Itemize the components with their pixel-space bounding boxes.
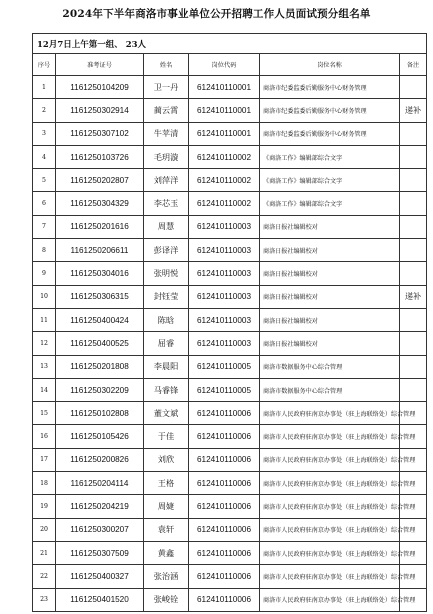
post-code: 612410110003 (189, 239, 260, 262)
note (400, 355, 427, 378)
post-code: 612410110006 (189, 588, 260, 611)
page-title: 2024年下半年商洛市事业单位公开招聘工作人员面试预分组名单 (62, 8, 371, 20)
table-row (33, 215, 427, 238)
post-code: 612410110001 (189, 99, 260, 122)
post-name: 商洛日报社编辑校对 (260, 239, 400, 262)
note (400, 145, 427, 168)
candidate-name: 屈睿 (144, 332, 189, 355)
post-name: 商洛市纪委监委后勤服务中心财务管理 (260, 99, 400, 122)
exam-id: 1161250201808 (56, 355, 144, 378)
post-name: 《商洛工作》编辑部综合文字 (260, 192, 400, 215)
table-row (33, 239, 427, 262)
exam-id: 1161250400424 (56, 308, 144, 331)
row-no: 5 (33, 169, 56, 192)
post-code: 612410110001 (189, 122, 260, 145)
candidate-name: 袁轩 (144, 518, 189, 541)
table-row (33, 472, 427, 495)
exam-id: 1161250302209 (56, 378, 144, 401)
table-row (33, 565, 427, 588)
table-row (33, 588, 427, 611)
exam-id: 1161250302914 (56, 99, 144, 122)
note (400, 76, 427, 99)
post-code: 612410110003 (189, 285, 260, 308)
row-no: 16 (33, 425, 56, 448)
post-code: 612410110006 (189, 472, 260, 495)
note (400, 308, 427, 331)
exam-id: 1161250401520 (56, 588, 144, 611)
row-no: 6 (33, 192, 56, 215)
exam-id: 1161250306315 (56, 285, 144, 308)
exam-id: 1161250200826 (56, 448, 144, 471)
table-row (33, 285, 427, 308)
exam-id: 1161250400327 (56, 565, 144, 588)
candidate-name: 李芯玉 (144, 192, 189, 215)
candidate-name: 卫一丹 (144, 76, 189, 99)
table-row (33, 448, 427, 471)
post-code: 612410110001 (189, 76, 260, 99)
post-code: 612410110003 (189, 215, 260, 238)
group-label: 12月7日上午第一组、 23人 (33, 34, 427, 54)
table-row (33, 308, 427, 331)
header-post-name: 岗位名称 (260, 54, 400, 76)
note: 递补 (400, 99, 427, 122)
post-code: 612410110002 (189, 192, 260, 215)
post-name: 《商洛工作》编辑部综合文字 (260, 169, 400, 192)
exam-id: 1161250304016 (56, 262, 144, 285)
row-no: 11 (33, 308, 56, 331)
post-name: 商洛日报社编辑校对 (260, 262, 400, 285)
post-name: 商洛日报社编辑校对 (260, 308, 400, 331)
post-code: 612410110006 (189, 518, 260, 541)
table-row (33, 425, 427, 448)
exam-id: 1161250304329 (56, 192, 144, 215)
row-no: 9 (33, 262, 56, 285)
post-name: 商洛市数据服务中心综合管理 (260, 378, 400, 401)
note (400, 239, 427, 262)
exam-id: 1161250202807 (56, 169, 144, 192)
post-name: 《商洛工作》编辑部综合文字 (260, 145, 400, 168)
post-name: 商洛市纪委监委后勤服务中心财务管理 (260, 76, 400, 99)
table-row (33, 192, 427, 215)
row-no: 21 (33, 541, 56, 564)
candidate-name: 毛玥漩 (144, 145, 189, 168)
table-row (33, 99, 427, 122)
exam-id: 1161250307102 (56, 122, 144, 145)
row-no: 15 (33, 402, 56, 425)
note (400, 215, 427, 238)
table-row (33, 402, 427, 425)
candidate-name: 王格 (144, 472, 189, 495)
row-no: 18 (33, 472, 56, 495)
post-name: 商洛市纪委监委后勤服务中心财务管理 (260, 122, 400, 145)
exam-id: 1161250300207 (56, 518, 144, 541)
exam-id: 1161250204219 (56, 495, 144, 518)
row-no: 10 (33, 285, 56, 308)
row-no: 19 (33, 495, 56, 518)
candidate-name: 李晨阳 (144, 355, 189, 378)
row-no: 8 (33, 239, 56, 262)
exam-id: 1161250201616 (56, 215, 144, 238)
exam-id: 1161250400525 (56, 332, 144, 355)
roster-table (32, 33, 427, 612)
note (400, 192, 427, 215)
candidate-name: 黄鑫 (144, 541, 189, 564)
post-code: 612410110006 (189, 448, 260, 471)
post-code: 612410110003 (189, 308, 260, 331)
candidate-name: 刘欣 (144, 448, 189, 471)
candidate-name: 彭译洋 (144, 239, 189, 262)
exam-id: 1161250206611 (56, 239, 144, 262)
row-no: 1 (33, 76, 56, 99)
candidate-name: 陈晗 (144, 308, 189, 331)
exam-id: 1161250103726 (56, 145, 144, 168)
candidate-name: 周慧 (144, 215, 189, 238)
row-no: 20 (33, 518, 56, 541)
row-no: 3 (33, 122, 56, 145)
row-no: 14 (33, 378, 56, 401)
row-no: 17 (33, 448, 56, 471)
exam-id: 1161250307509 (56, 541, 144, 564)
post-name: 商洛市人民政府驻南京办事处（驻上海联络处）综合管理 (260, 448, 400, 471)
row-no: 7 (33, 215, 56, 238)
table-row (33, 495, 427, 518)
table-row (33, 378, 427, 401)
note (400, 332, 427, 355)
group-row (33, 34, 427, 54)
post-code: 612410110006 (189, 425, 260, 448)
candidate-name: 牛苹清 (144, 122, 189, 145)
table-row (33, 169, 427, 192)
note (400, 122, 427, 145)
table-row (33, 332, 427, 355)
post-name: 商洛市数据服务中心综合管理 (260, 355, 400, 378)
candidate-name: 马睿锋 (144, 378, 189, 401)
exam-id: 1161250204114 (56, 472, 144, 495)
header-note: 备注 (400, 54, 427, 76)
post-code: 612410110003 (189, 262, 260, 285)
candidate-name: 周婕 (144, 495, 189, 518)
post-code: 612410110002 (189, 169, 260, 192)
table-row (33, 262, 427, 285)
header-name: 姓名 (144, 54, 189, 76)
post-code: 612410110006 (189, 495, 260, 518)
row-no: 4 (33, 145, 56, 168)
row-no: 22 (33, 565, 56, 588)
header-exam-id: 准考证号 (56, 54, 144, 76)
header-row (33, 54, 427, 76)
post-name: 商洛市人民政府驻南京办事处（驻上海联络处）综合管理 (260, 472, 400, 495)
note (400, 378, 427, 401)
post-name: 商洛市人民政府驻南京办事处（驻上海联络处）综合管理 (260, 541, 400, 564)
post-name: 商洛市人民政府驻南京办事处（驻上海联络处）综合管理 (260, 565, 400, 588)
candidate-name: 封钰莹 (144, 285, 189, 308)
exam-id: 1161250104209 (56, 76, 144, 99)
candidate-name: 张治涵 (144, 565, 189, 588)
post-name: 商洛日报社编辑校对 (260, 215, 400, 238)
candidate-name: 于佳 (144, 425, 189, 448)
note: 递补 (400, 285, 427, 308)
exam-id: 1161250102808 (56, 402, 144, 425)
row-no: 12 (33, 332, 56, 355)
header-no: 序号 (33, 54, 56, 76)
post-name: 商洛市人民政府驻南京办事处（驻上海联络处）综合管理 (260, 588, 400, 611)
post-name: 商洛市人民政府驻南京办事处（驻上海联络处）综合管理 (260, 518, 400, 541)
exam-id: 1161250105426 (56, 425, 144, 448)
candidate-name: 张明悦 (144, 262, 189, 285)
post-code: 612410110005 (189, 355, 260, 378)
post-code: 612410110006 (189, 402, 260, 425)
candidate-name: 蔺云霄 (144, 99, 189, 122)
post-name: 商洛市人民政府驻南京办事处（驻上海联络处）综合管理 (260, 495, 400, 518)
candidate-name: 张峻铨 (144, 588, 189, 611)
post-code: 612410110006 (189, 541, 260, 564)
note (400, 169, 427, 192)
table-row (33, 355, 427, 378)
post-name: 商洛市人民政府驻南京办事处（驻上海联络处）综合管理 (260, 425, 400, 448)
row-no: 13 (33, 355, 56, 378)
post-name: 商洛市人民政府驻南京办事处（驻上海联络处）综合管理 (260, 402, 400, 425)
post-name: 商洛日报社编辑校对 (260, 332, 400, 355)
header-post-code: 岗位代码 (189, 54, 260, 76)
post-code: 612410110006 (189, 565, 260, 588)
post-code: 612410110002 (189, 145, 260, 168)
candidate-name: 董文斌 (144, 402, 189, 425)
table-row (33, 122, 427, 145)
note (400, 262, 427, 285)
candidate-name: 刘萍洋 (144, 169, 189, 192)
post-code: 612410110005 (189, 378, 260, 401)
table-row (33, 541, 427, 564)
row-no: 2 (33, 99, 56, 122)
table-row (33, 518, 427, 541)
table-row (33, 145, 427, 168)
post-code: 612410110003 (189, 332, 260, 355)
post-name: 商洛日报社编辑校对 (260, 285, 400, 308)
row-no: 23 (33, 588, 56, 611)
table-row (33, 76, 427, 99)
